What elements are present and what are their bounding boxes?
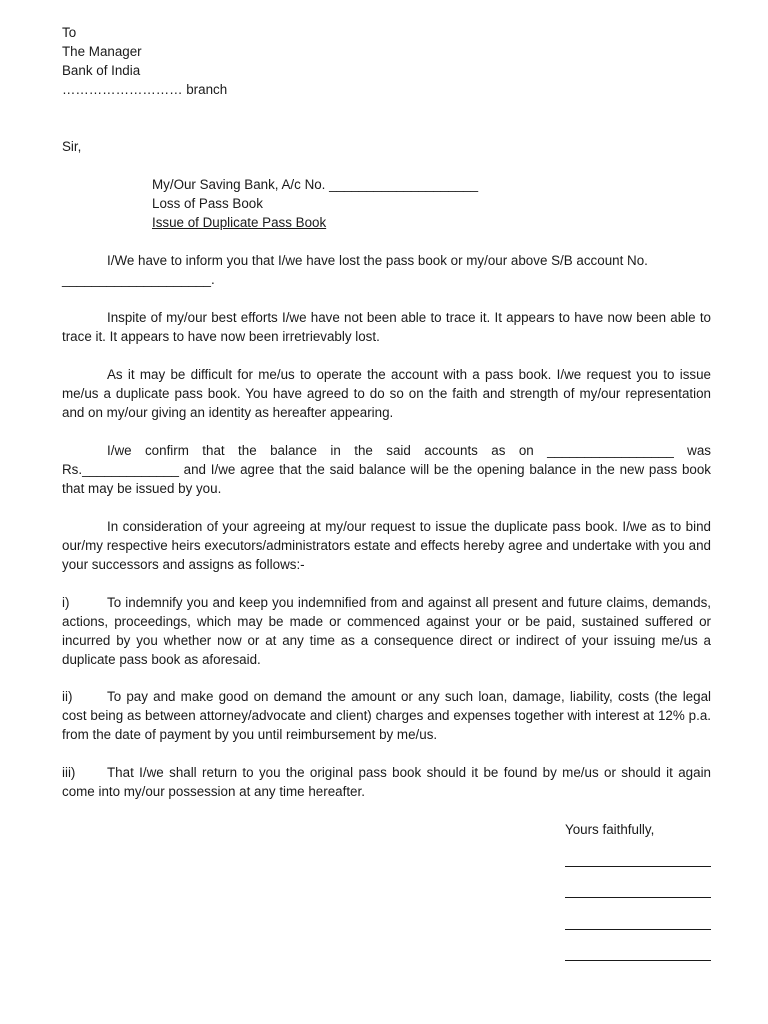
subject-issue: Issue of Duplicate Pass Book: [152, 215, 327, 230]
paragraph-2-text: Inspite of my/our best efforts I/we have not been able to trace it. It appears to have now been able to trace it. It appears to have now been irretrievably lost.: [62, 310, 711, 344]
address-to: To: [62, 25, 77, 40]
salutation: Sir,: [62, 139, 82, 154]
signature-line-3: [565, 929, 711, 930]
paragraph-4: [62, 441, 711, 498]
clause-2-number: ii): [62, 689, 73, 704]
clause-3-number: iii): [62, 765, 76, 780]
clause-3-text: That I/we shall return to you the original pass book should it be found by me/us or should it again come into my/our possession at any time hereafter.: [62, 765, 711, 799]
subject-loss: Loss of Pass Book: [152, 196, 263, 211]
clause-2: [62, 687, 711, 744]
paragraph-3-text: As it may be difficult for me/us to operate the account with a pass book. I/we request you to issue me/us a duplicate pass book. You have agreed to do so on the faith and strength of my/our representation and on my/our giving an identity as hereafter appearing.: [62, 367, 711, 420]
paragraph-2: [62, 308, 711, 346]
signature-line-2: [565, 897, 711, 898]
clause-2-text: To pay and make good on demand the amount or any such loan, damage, liability, costs (the legal cost being as between attorney/advocate and client) charges and expenses together with interest at 12% p.a. from the date of payment by you until reimbursement by me/us.: [62, 689, 711, 742]
signature-line-1: [565, 866, 711, 867]
paragraph-4-text: I/we confirm that the balance in the said accounts as on _________________ was Rs._____________ and I/we agree that the said balance will be the opening balance in the new pass book that may be issued by you.: [62, 443, 711, 496]
paragraph-5: [62, 517, 711, 574]
subject-account: My/Our Saving Bank, A/c No. ____________________: [152, 177, 479, 192]
closing: Yours faithfully,: [565, 822, 655, 837]
clause-1-number: i): [62, 595, 70, 610]
paragraph-1-line-1: I/We have to inform you that I/we have lost the pass book or my/our above S/B account No.: [107, 253, 648, 268]
address-manager: The Manager: [62, 44, 142, 59]
paragraph-3: [62, 365, 711, 422]
address-branch: ……………………… branch: [62, 82, 228, 97]
clause-1: [62, 593, 711, 669]
clause-3: [62, 763, 711, 801]
paragraph-1-line-2: ____________________.: [62, 272, 215, 287]
signature-line-4: [565, 960, 711, 961]
address-bank: Bank of India: [62, 63, 141, 78]
paragraph-5-text: In consideration of your agreeing at my/our request to issue the duplicate pass book. I/we as to bind our/my respective heirs executors/administrators estate and effects hereby agree and undertake with you and your successors and assigns as follows:-: [62, 519, 711, 572]
clause-1-text: To indemnify you and keep you indemnified from and against all present and future claims, demands, actions, proceedings, which may be made or commenced against your or be paid, sustained suffered or incurred by you whether now or at any time as a consequence direct or indirect of your issuing me/us a duplicate pass book as aforesaid.: [62, 595, 711, 667]
